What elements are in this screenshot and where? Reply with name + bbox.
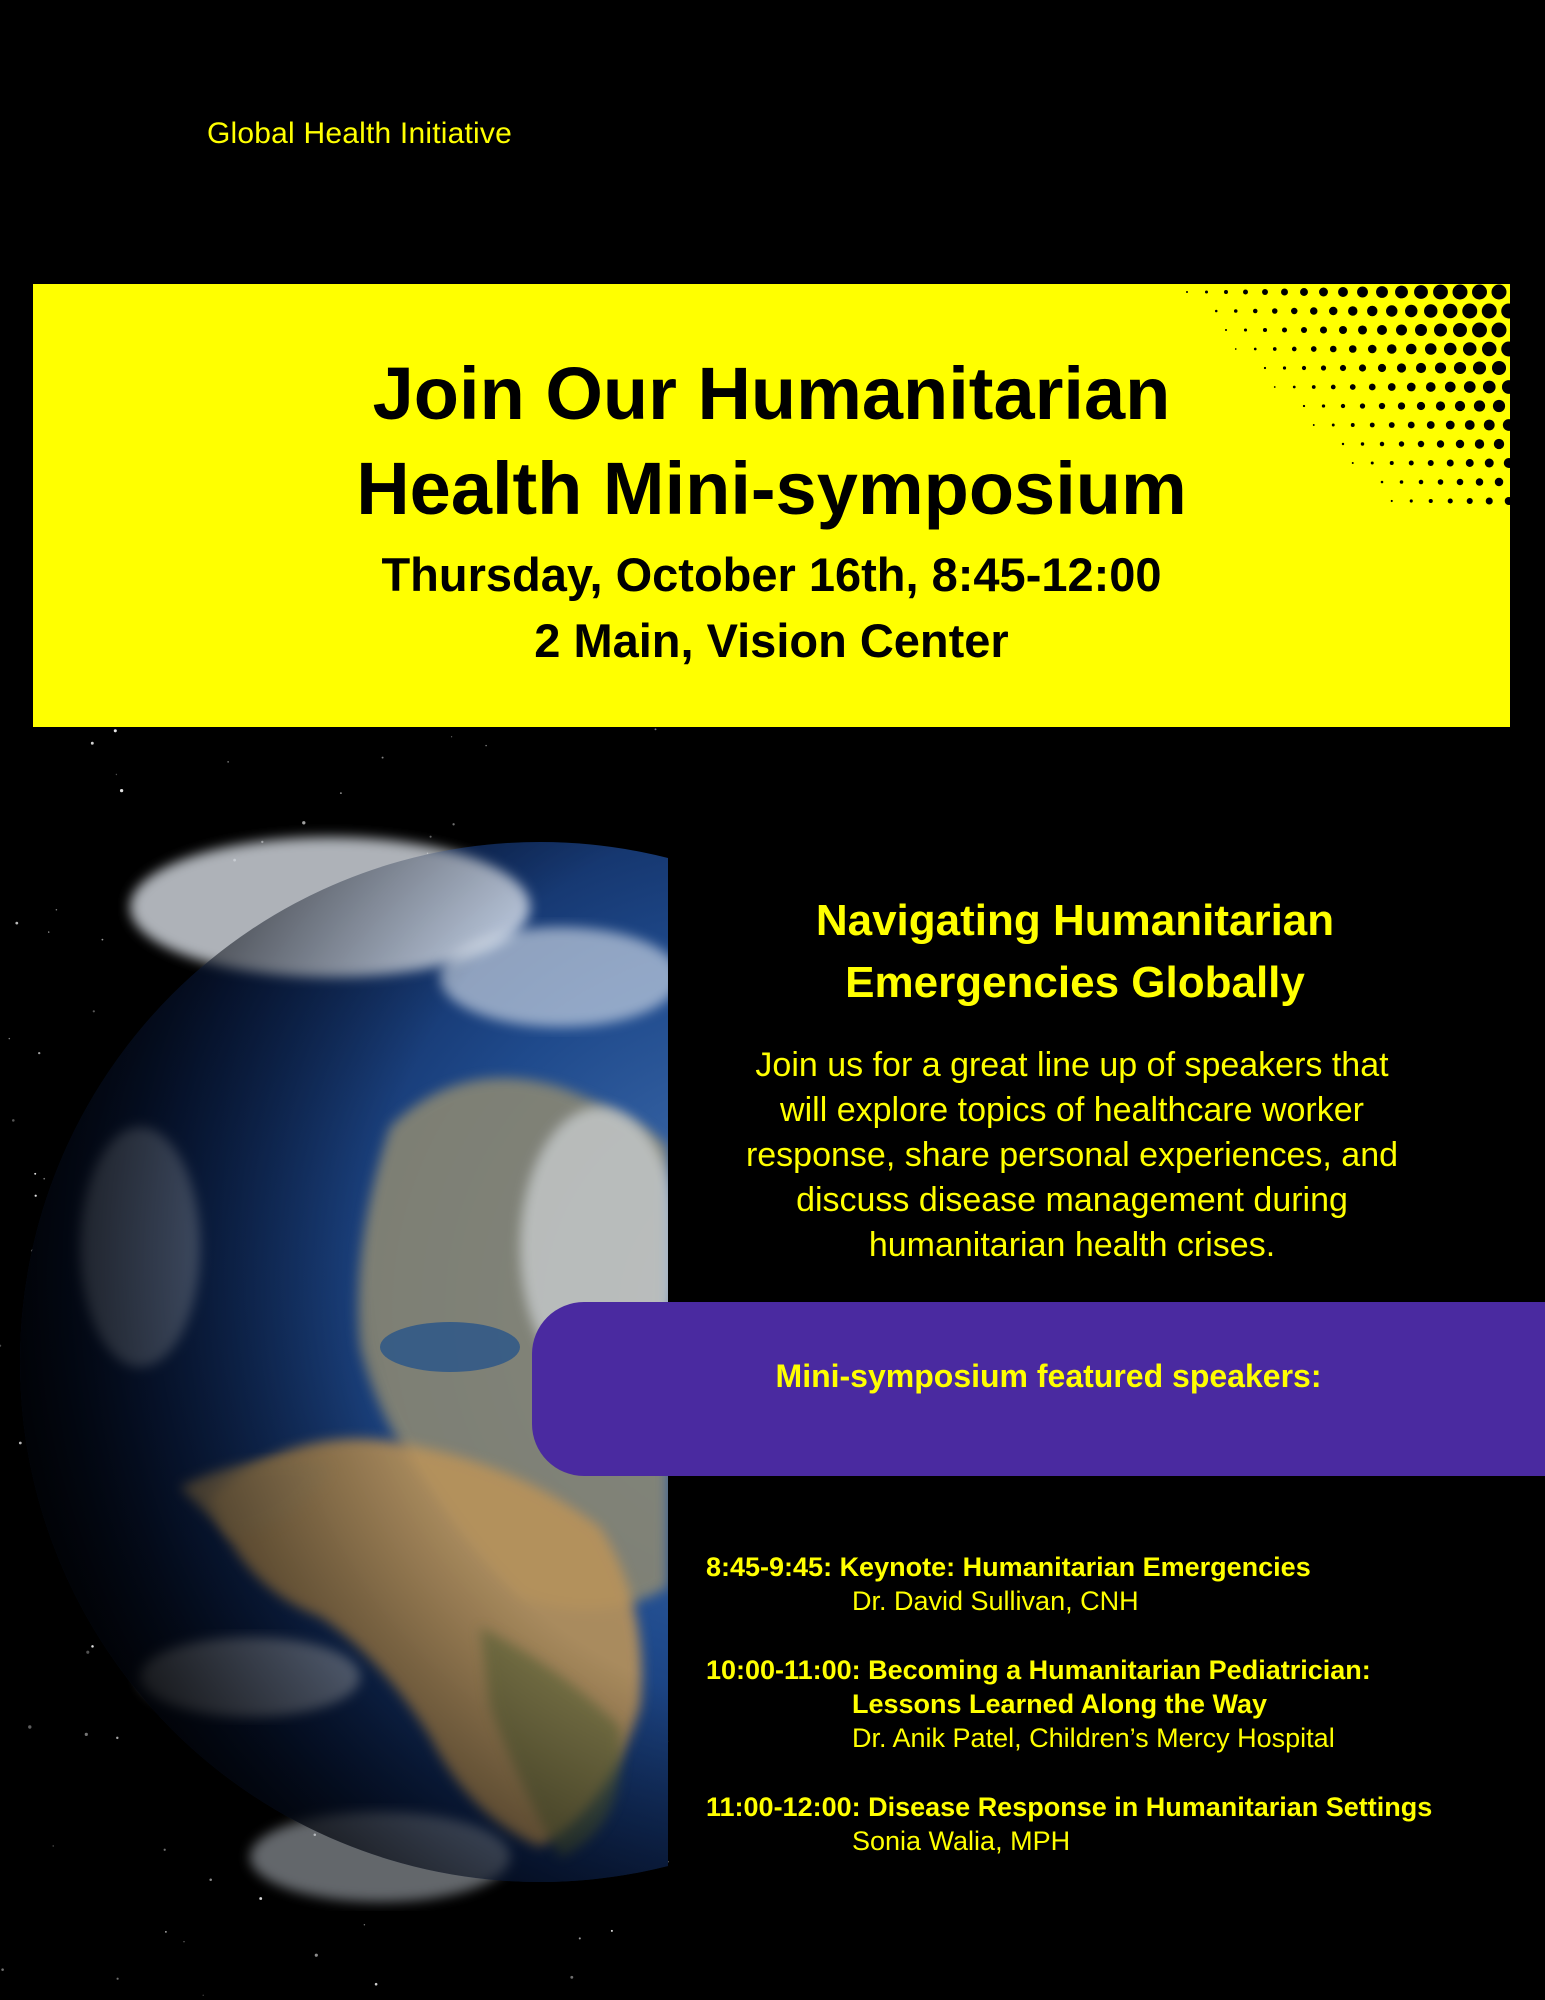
- event-banner: [33, 284, 1510, 727]
- schedule-item: [706, 1653, 1536, 1755]
- section-title-line-1: Navigating Humanitarian: [815, 896, 1335, 945]
- intro-line: humanitarian health crises.: [868, 1226, 1276, 1264]
- intro-line: Join us for a great line up of speakers that: [755, 1046, 1389, 1084]
- banner-text: [33, 284, 1510, 674]
- schedule-item: [706, 1550, 1536, 1618]
- session-speaker: Dr. Anik Patel, Children’s Mercy Hospital: [852, 1723, 1335, 1753]
- session-speaker: Sonia Walia, MPH: [852, 1826, 1071, 1856]
- intro-line: will explore topics of healthcare worker: [780, 1091, 1364, 1129]
- session-speaker: Dr. David Sullivan, CNH: [852, 1586, 1139, 1616]
- headline-line-1: Join Our Humanitarian: [372, 352, 1171, 435]
- speakers-heading: Mini-symposium featured speakers:: [775, 1358, 1322, 1394]
- session-time-title: 11:00-12:00: Disease Response in Humanitarian Settings: [706, 1792, 1433, 1822]
- session-title-continued: Lessons Learned Along the Way: [852, 1689, 1268, 1719]
- headline-line-2: Health Mini-symposium: [356, 447, 1187, 530]
- organization-name: Global Health Initiative: [207, 117, 512, 150]
- speaker-schedule: [706, 1550, 1536, 1893]
- section-title: [660, 890, 1490, 1014]
- speakers-heading-bar: [532, 1302, 1545, 1476]
- event-date-time: Thursday, October 16th, 8:45-12:00: [381, 548, 1162, 601]
- schedule-item: [706, 1790, 1536, 1858]
- intro-line: discuss disease management during: [796, 1181, 1348, 1219]
- session-time-title: 10:00-11:00: Becoming a Humanitarian Pediatrician:: [706, 1655, 1371, 1685]
- intro-line: response, share personal experiences, and: [745, 1136, 1399, 1174]
- event-location: 2 Main, Vision Center: [534, 614, 1009, 667]
- intro-paragraph: [672, 1043, 1472, 1268]
- section-title-line-2: Emergencies Globally: [845, 958, 1305, 1007]
- event-headline: [33, 284, 1510, 536]
- session-time-title: 8:45-9:45: Keynote: Humanitarian Emergencies: [706, 1552, 1311, 1582]
